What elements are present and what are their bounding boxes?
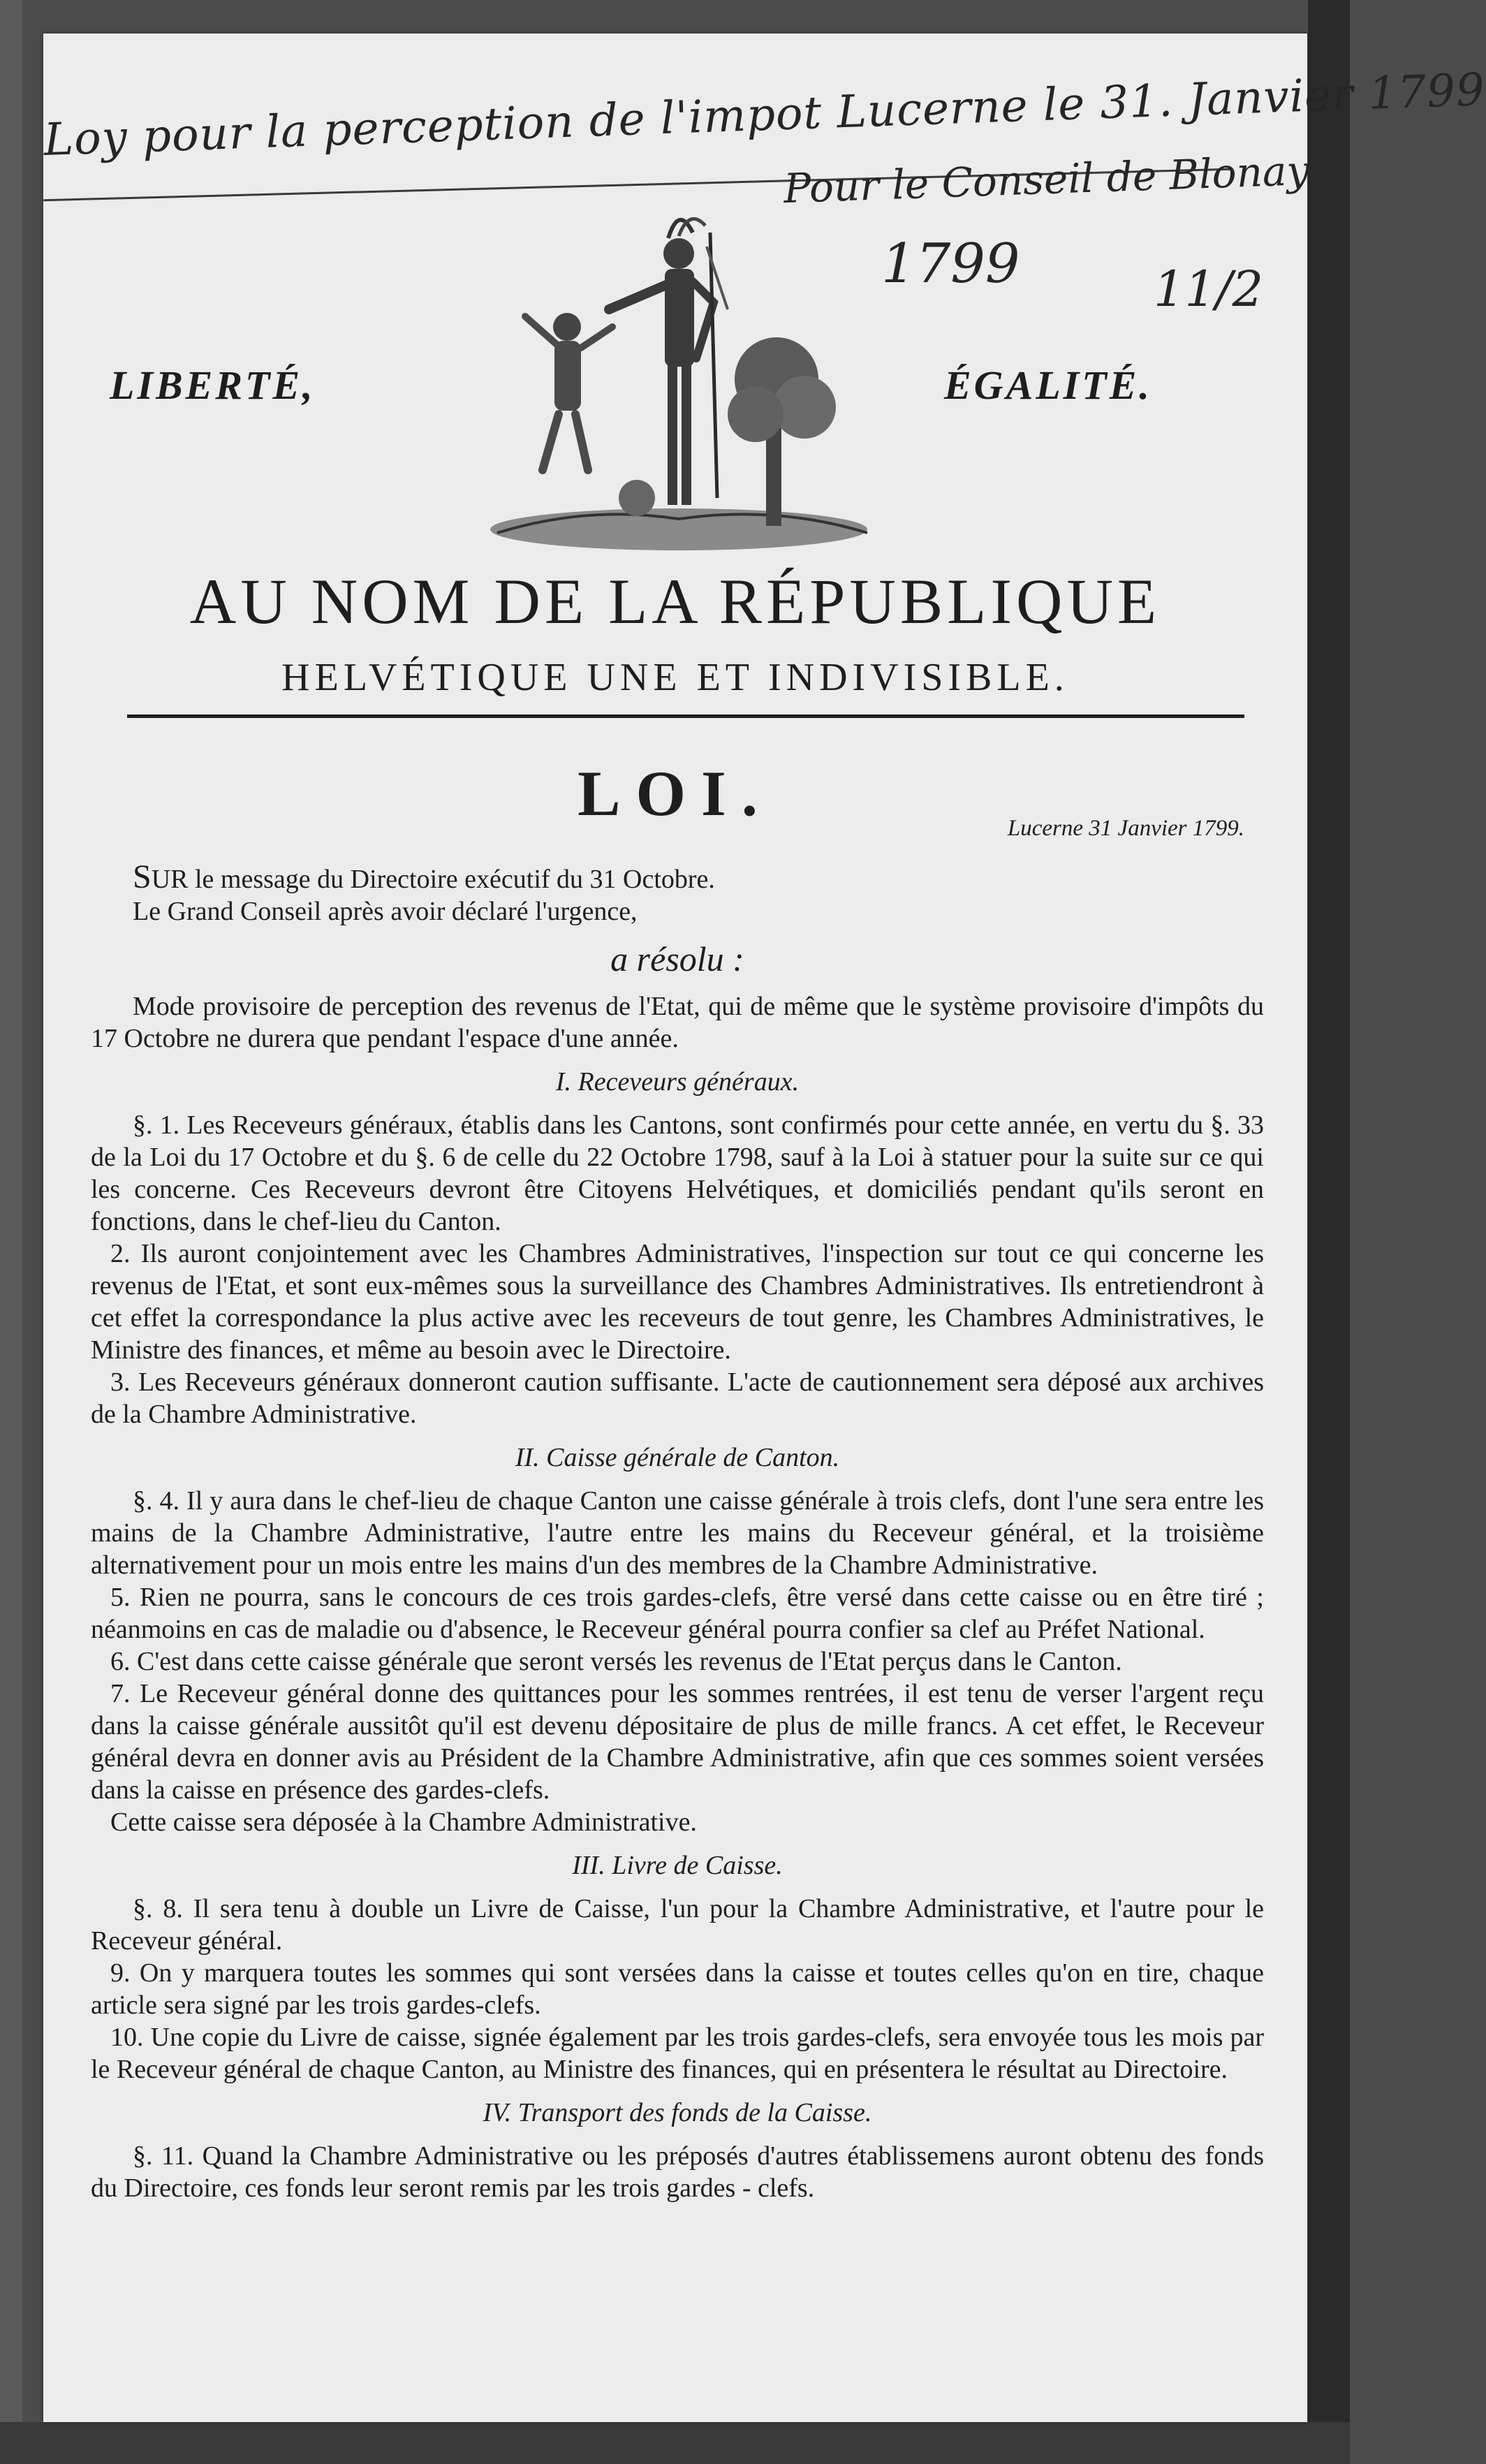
scan-border-bottom [0,2422,1350,2464]
scan-border-left [0,0,22,2464]
resolu-heading: a résolu : [610,939,744,978]
scan-border-right [1308,0,1350,2464]
date-line: Lucerne 31 Janvier 1799. [1007,816,1244,841]
law-body [91,858,1264,2204]
motto-liberte: LIBERTÉ, [110,362,316,408]
section-3-title: III. Livre de Caisse. [572,1851,783,1880]
article-8: §. 8. Il sera tenu à double un Livre de Caisse, l'un pour la Chambre Administrative, et l'autre pour le Receveur général. [91,1894,1264,1956]
article-4: §. 4. Il y aura dans le chef-lieu de chaque Canton une caisse générale à trois clefs, dont l'une sera entre les mains de la Chambre Administrative, l'autre entre les mains du Receveur général, et la troisième alternativement pour un mois entre les mains d'un des membres de la Chambre Administrative. [91,1486,1264,1580]
title-loi: LOI. [578,758,773,829]
article-10: 10. Une copie du Livre de caisse, signée également par les trois gardes-clefs, sera envoyée tous les mois par le Receveur général de chaque Canton, au Ministre des finances, qui en présentera le résultat au Directoire. [91,2023,1264,2084]
motto-egalite: ÉGALITÉ. [944,362,1152,408]
article-2: 2. Ils auront conjointement avec les Chambres Administratives, l'inspection sur tout ce qui concerne les revenus de l'Etat, et sont eux-mêmes sous la surveillance des Chambres Administratives. Ils entretiendront à cet effet la correspondance la plus active avec les receveurs de tout genre, les Chambres Administratives, le Ministre des finances, et même au besoin avec le Directoire. [91,1239,1264,1365]
article-5: 5. Rien ne pourra, sans le concours de ces trois gardes-clefs, être versé dans cette caisse ou en être tiré ; néanmoins en cas de maladie ou d'absence, le Receveur général pourra confier sa clef au Préfet National. [91,1583,1264,1644]
handwritten-council: Pour le Conseil de Blonay [783,146,1311,213]
intro-message [91,858,1264,895]
title-rule [127,714,1244,718]
article-1: §. 1. Les Receveurs généraux, établis dans les Cantons, sont confirmés pour cette année, en vertu du §. 33 de la Loi du 17 Octobre et du §. 6 de celle du 22 Octobre 1798, sauf à la Loi à statuer pour la suite sur ce qui les concerne. Ces Receveurs devront être Citoyens Helvétiques, et domiciliés pendant qu'ils seront en fonctions, dans le chef-lieu du Canton. [91,1110,1264,1236]
handwritten-year: 1799 [881,233,1020,295]
intro-urgence: Le Grand Conseil après avoir déclaré l'urgence, [133,897,638,926]
article-3: 3. Les Receveurs généraux donneront caution suffisante. L'acte de cautionnement sera déposé aux archives de la Chambre Administrative. [91,1367,1264,1429]
handwritten-title: Loy pour la perception de l'impot Lucerne le 31. Janvier 1799 [43,64,1486,167]
intro-message-text: UR le message du Directoire exécutif du 31 Octobre. [151,865,715,894]
handwritten-number: 11/2 [1154,261,1264,318]
article-9: 9. On y marquera toutes les sommes qui sont versées dans la caisse et toutes celles qu'on en tire, chaque article sera signé par les trois gardes-clefs. [91,1958,1264,2020]
tell-vignette-icon [448,205,909,561]
document-page [43,34,1486,2422]
article-7-note: Cette caisse sera déposée à la Chambre Administrative. [110,1807,697,1837]
drop-letter: S [133,858,152,895]
section-2-title: II. Caisse générale de Canton. [515,1443,840,1472]
article-7: 7. Le Receveur général donne des quittances pour les sommes rentrées, il est tenu de verser l'argent reçu dans la caisse générale aussitôt qu'il est devenu dépositaire de plus de mille francs. A cet effet, le Receveur général devra en donner avis au Président de la Chambre Administrative, afin que ces sommes soient versées dans la caisse en présence des gardes-clefs. [91,1679,1264,1805]
title-republique: AU NOM DE LA RÉPUBLIQUE [189,566,1161,637]
article-6: 6. C'est dans cette caisse générale que seront versés les revenus de l'Etat perçus dans le Canton. [110,1647,1122,1676]
preamble: Mode provisoire de perception des revenus de l'Etat, qui de même que le système provisoire d'impôts du 17 Octobre ne durera que pendant l'espace d'une année. [91,992,1264,1053]
title-helvetique: HELVÉTIQUE UNE ET INDIVISIBLE. [281,656,1069,699]
section-4-title: IV. Transport des fonds de la Caisse. [483,2098,872,2127]
article-11: §. 11. Quand la Chambre Administrative ou les préposés d'autres établissemens auront obtenu des fonds du Directoire, ces fonds leur seront remis par les trois gardes - clefs. [91,2141,1264,2203]
section-1-title: I. Receveurs généraux. [555,1067,800,1097]
